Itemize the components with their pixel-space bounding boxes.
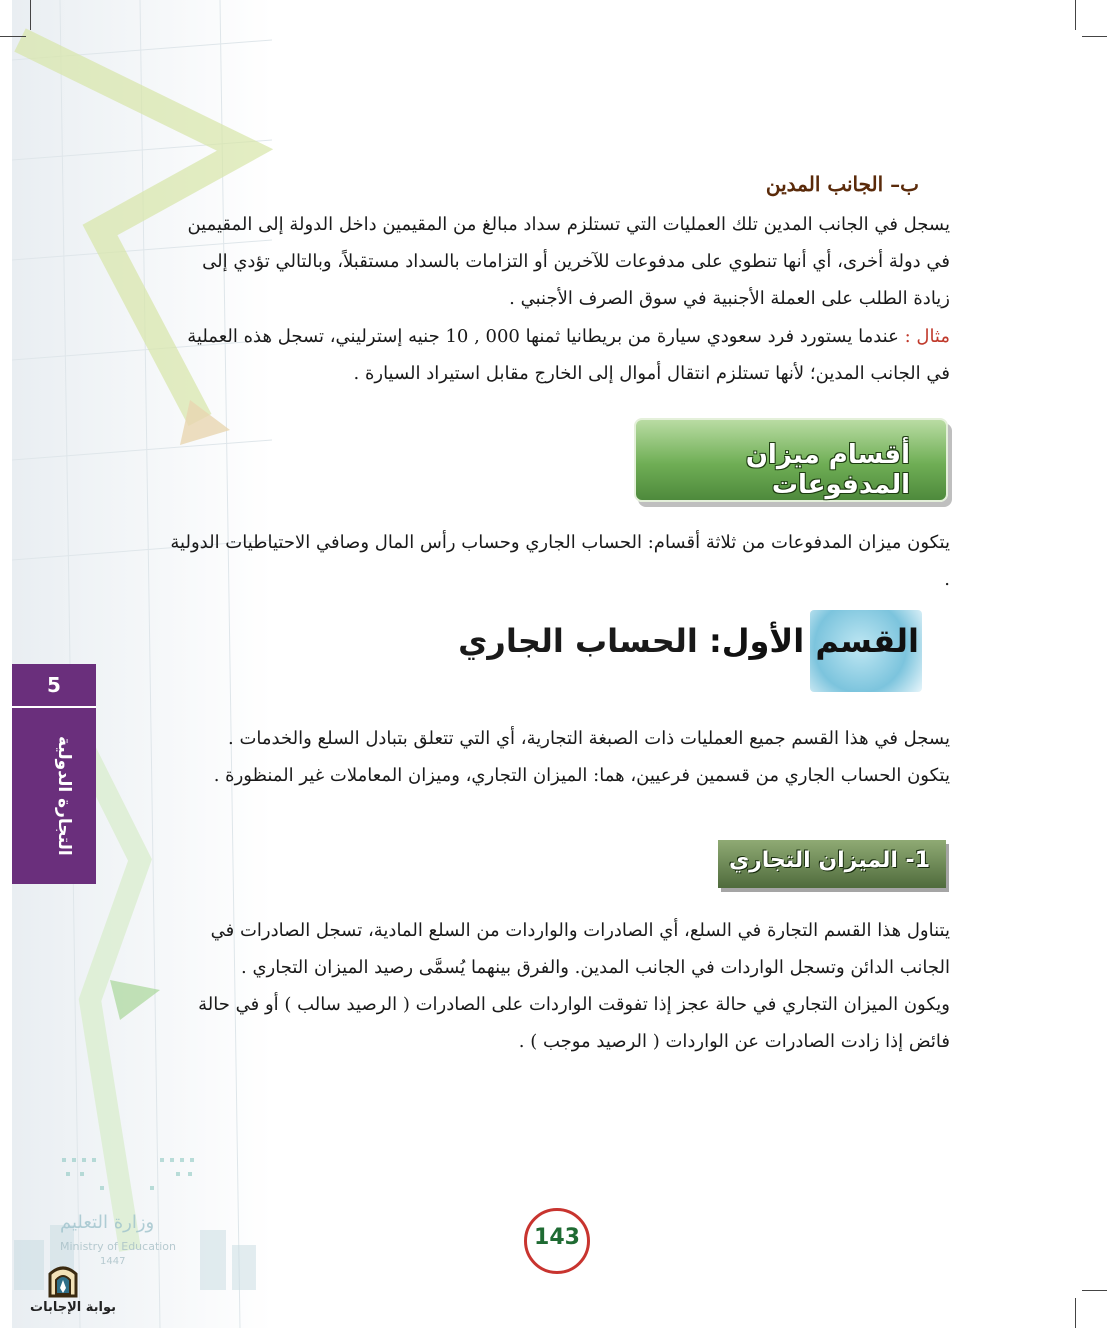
example-label: مثال :	[904, 326, 950, 347]
sections-paragraph: يتكون ميزان المدفوعات من ثلاثة أقسام: الحساب الجاري وحساب رأس المال وصافي الاحتياطيات الدولية .	[170, 532, 950, 590]
first-section-main: الحساب الجاري	[458, 622, 698, 660]
first-section-title	[458, 622, 919, 660]
crop-mark	[1082, 36, 1107, 37]
sections-title-box	[634, 418, 948, 502]
ministry-year: 1447	[100, 1256, 126, 1267]
debit-side-heading: ب– الجانب المدين	[765, 172, 919, 196]
first-section-paragraph-1: يسجل في هذا القسم جميع العمليات ذات الصبغة التجارية، أي التي تتعلق بتبادل السلع والخدمات .	[228, 728, 950, 749]
unit-side-tab	[12, 664, 96, 884]
example-text: عندما يستورد فرد سعودي سيارة من بريطانيا ثمنها 000 , 10 جنيه إسترليني، تسجل هذه العملية في الجانب المدين؛ لأنها تستلزم انتقال أموال إلى الخارج مقابل استيراد السيارة .	[187, 326, 950, 384]
unit-title: التجارة الدولية	[54, 736, 74, 856]
trade-balance-title: 1- الميزان التجاري	[728, 848, 930, 873]
trade-balance-paragraph-2: ويكون الميزان التجاري في حالة عجز إذا تفوقت الواردات على الصادرات ( الرصيد سالب ) أو في حالة فائض إذا زادت الصادرات عن الواردات ( الرصيد موجب ) .	[198, 994, 950, 1052]
first-section-prefix: القسم الأول:	[708, 622, 919, 660]
sections-title: أقسام ميزان المدفوعات	[745, 440, 910, 500]
trade-balance-paragraph-1: يتناول هذا القسم التجارة في السلع، أي الصادرات والواردات من السلع المادية، تسجل الصادرات في الجانب الدائن وتسجل الواردات في الجانب المدين. والفرق بينهما يُسمَّى رصيد الميزان التجاري .	[210, 920, 950, 978]
portal-logo-icon	[28, 1260, 98, 1328]
crop-mark	[30, 0, 31, 30]
portal-name: بوابة الإجابات	[30, 1300, 116, 1315]
page-number-badge	[524, 1208, 590, 1274]
first-section-paragraph-2: يتكون الحساب الجاري من قسمين فرعيين، هما: الميزان التجاري، وميزان المعاملات غير المنظورة .	[213, 765, 950, 786]
debit-side-paragraph: يسجل في الجانب المدين تلك العمليات التي تستلزم سداد مبالغ من المقيمين داخل الدولة إلى المقيمين في دولة أخرى، أي أنها تنطوي على مدفوعات للآخرين أو التزامات بالسداد مستقبلاً، وبالتالي تؤدي إلى زيادة الطلب على العملة الأجنبية في سوق الصرف الأجنبي .	[187, 214, 950, 309]
ministry-name-ar: وزارة التعليم	[60, 1212, 155, 1233]
unit-number: 5	[12, 664, 96, 708]
trade-balance-title-box	[718, 840, 946, 888]
crop-mark	[1075, 0, 1076, 30]
crop-mark	[1075, 1298, 1076, 1328]
crop-mark	[0, 36, 26, 37]
ministry-name-en: Ministry of Education	[60, 1240, 177, 1253]
page-number: 143	[534, 1225, 580, 1250]
crop-mark	[1082, 1290, 1107, 1291]
debit-example-paragraph	[160, 318, 950, 392]
